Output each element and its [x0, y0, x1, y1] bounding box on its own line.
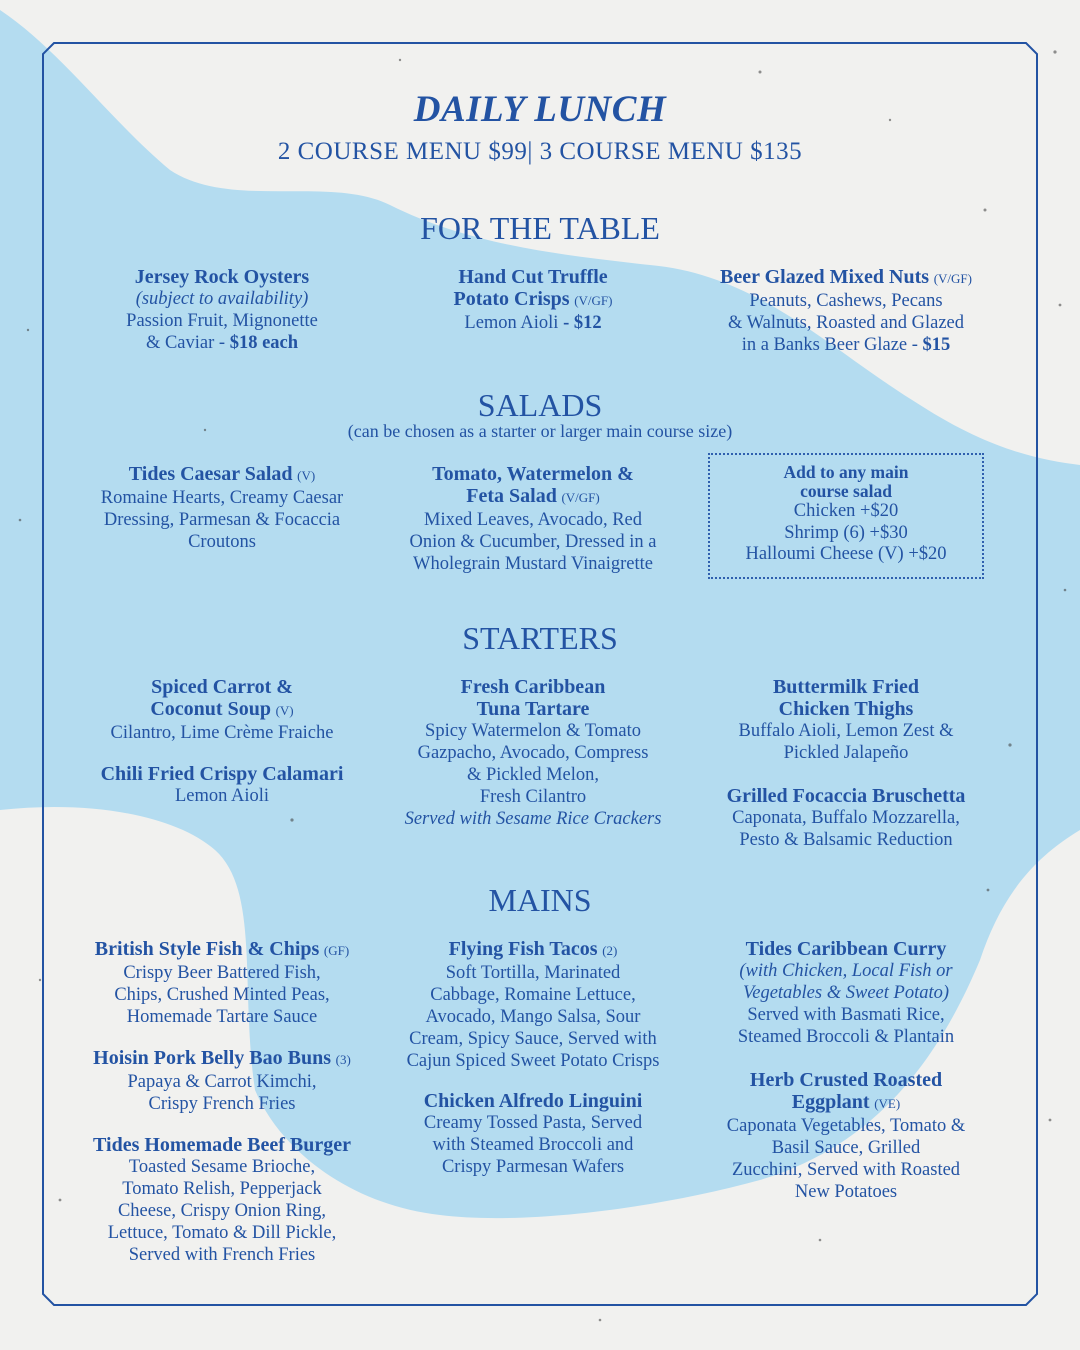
item-desc: Served with Basmati Rice, — [747, 1005, 945, 1025]
item-name: Hoisin Pork Belly Bao Buns — [93, 1047, 332, 1069]
item-desc: Chips, Crushed Minted Peas, — [114, 985, 330, 1005]
item-desc: Onion & Cucumber, Dressed in a — [409, 532, 657, 552]
addon-option: Chicken +$20 — [793, 501, 899, 521]
item-name: Eggplant — [791, 1091, 870, 1113]
item-desc: Crispy Beer Battered Fish, — [123, 963, 321, 983]
addon-heading: course salad — [800, 481, 892, 501]
menu-item-fish-tacos — [373, 938, 693, 1072]
item-name: British Style Fish & Chips — [94, 938, 320, 960]
item-name: Coconut Soup — [150, 698, 271, 720]
menu-item-jersey-rock-oysters — [62, 266, 382, 354]
item-desc: Dressing, Parmesan & Focaccia — [103, 510, 341, 530]
item-desc: Steamed Broccoli & Plantain — [737, 1027, 955, 1047]
item-name: Chicken Alfredo Linguini — [423, 1090, 643, 1112]
dietary-tag: (V/GF) — [933, 271, 972, 286]
item-desc: Gazpacho, Avocado, Compress — [417, 743, 649, 763]
item-desc: Caponata, Buffalo Mozzarella, — [732, 808, 960, 828]
item-desc: & Walnuts, Roasted and Glazed — [727, 313, 965, 333]
menu-item-crispy-calamari — [62, 763, 382, 807]
item-name: Potato Crisps — [453, 288, 570, 310]
dietary-tag: (GF) — [323, 943, 350, 958]
item-count-tag: (2) — [602, 943, 618, 958]
item-name: Chili Fried Crispy Calamari — [100, 763, 344, 785]
item-desc: Lemon Aioli — [464, 313, 559, 333]
item-name: Buttermilk Fried — [772, 676, 920, 698]
item-sep: - — [558, 313, 574, 333]
item-name: Chicken Thighs — [778, 698, 914, 720]
dietary-tag: (V/GF) — [574, 293, 613, 308]
item-desc: Caponata Vegetables, Tomato & — [726, 1116, 966, 1136]
item-price: $18 each — [229, 333, 299, 353]
item-name: Herb Crusted Roasted — [749, 1069, 943, 1091]
item-desc: Pesto & Balsamic Reduction — [739, 830, 953, 850]
section-title-starters: STARTERS — [462, 620, 618, 656]
menu-item-fried-chicken-thighs — [686, 676, 1006, 764]
menu-item-fish-and-chips — [62, 938, 382, 1028]
menu-item-tuna-tartare — [373, 676, 693, 830]
item-desc: Spicy Watermelon & Tomato — [425, 721, 641, 741]
item-desc: Passion Fruit, Mignonette — [126, 311, 318, 331]
item-desc: Buffalo Aioli, Lemon Zest & — [738, 721, 954, 741]
item-desc: Crispy French Fries — [148, 1094, 296, 1114]
item-desc: Basil Sauce, Grilled — [771, 1138, 921, 1158]
item-desc: Soft Tortilla, Marinated — [445, 963, 621, 983]
item-note: (with Chicken, Local Fish or — [739, 961, 953, 981]
item-name: Tuna Tartare — [476, 698, 590, 720]
menu-item-bao-buns — [62, 1047, 382, 1115]
item-desc: & Caviar - — [145, 333, 230, 353]
item-name: Jersey Rock Oysters — [134, 266, 310, 288]
item-desc: Croutons — [188, 532, 256, 552]
item-desc: Zucchini, Served with Roasted — [731, 1160, 961, 1180]
menu-item-truffle-potato-crisps — [373, 266, 693, 334]
item-name: Beer Glazed Mixed Nuts — [720, 266, 930, 288]
item-desc: with Steamed Broccoli and — [432, 1135, 634, 1155]
item-desc: Cilantro, Lime Crème Fraiche — [110, 723, 334, 743]
dietary-tag: (V/GF) — [561, 490, 600, 505]
section-note-salads: (can be chosen as a starter or larger main course size) — [347, 421, 733, 441]
menu-item-caesar-salad — [62, 463, 382, 553]
menu-pricing: 2 COURSE MENU $99| 3 COURSE MENU $135 — [277, 138, 803, 165]
dietary-tag: (V) — [275, 703, 294, 718]
item-desc: Romaine Hearts, Creamy Caesar — [100, 488, 344, 508]
item-desc: Peanuts, Cashews, Pecans — [749, 291, 943, 311]
item-desc: Creamy Tossed Pasta, Served — [423, 1113, 643, 1133]
item-desc: Lettuce, Tomato & Dill Pickle, — [107, 1223, 337, 1243]
item-count-tag: (3) — [335, 1052, 351, 1067]
item-desc: Toasted Sesame Brioche, — [128, 1157, 316, 1177]
addon-option: Shrimp (6) +$30 — [784, 522, 908, 543]
item-name: Tomato, Watermelon & — [432, 463, 634, 485]
item-desc: Served with French Fries — [128, 1245, 316, 1265]
menu-item-carrot-coconut-soup — [62, 676, 382, 744]
item-desc: Cabbage, Romaine Lettuce, — [430, 985, 636, 1005]
item-desc: Avocado, Mango Salsa, Sour — [425, 1007, 641, 1027]
addon-option: Halloumi Cheese (V) +$20 — [745, 544, 947, 564]
item-desc: Pickled Jalapeño — [783, 743, 909, 763]
menu-item-chicken-alfredo — [373, 1090, 693, 1178]
page-title: DAILY LUNCH — [413, 89, 667, 130]
dietary-tag: (VE) — [874, 1096, 901, 1111]
item-note: Vegetables & Sweet Potato) — [742, 983, 950, 1003]
item-name: Fresh Caribbean — [460, 676, 606, 698]
item-desc: Fresh Cilantro — [479, 787, 587, 807]
item-desc: Lemon Aioli — [174, 786, 270, 806]
item-name: Spiced Carrot & — [151, 676, 293, 698]
item-desc: Tomato Relish, Pepperjack — [122, 1179, 322, 1199]
item-note: (subject to availability) — [135, 289, 309, 309]
item-desc: in a Banks Beer Glaze - — [741, 335, 923, 355]
item-price: $12 — [573, 313, 602, 333]
item-desc: Wholegrain Mustard Vinaigrette — [412, 554, 653, 574]
item-name: Grilled Focaccia Bruschetta — [726, 785, 966, 807]
item-desc: Mixed Leaves, Avocado, Red — [424, 510, 642, 530]
menu-item-watermelon-feta-salad — [373, 463, 693, 575]
section-title-mains: MAINS — [488, 882, 592, 918]
menu-item-beef-burger — [62, 1134, 382, 1266]
item-desc: Cheese, Crispy Onion Ring, — [117, 1201, 327, 1221]
item-desc: Cream, Spicy Sauce, Served with — [409, 1029, 657, 1049]
salad-addon-box — [708, 453, 984, 579]
item-desc: Cajun Spiced Sweet Potato Crisps — [406, 1051, 660, 1071]
item-desc: New Potatoes — [794, 1182, 898, 1202]
item-desc: Served with Sesame Rice Crackers — [404, 809, 662, 829]
item-price: $15 — [922, 335, 951, 355]
menu-item-beer-glazed-nuts — [686, 266, 1006, 356]
item-name: Tides Caesar Salad — [128, 463, 293, 485]
item-desc: Crispy Parmesan Wafers — [441, 1157, 625, 1177]
item-desc: Homemade Tartare Sauce — [126, 1007, 318, 1027]
dietary-tag: (V) — [297, 468, 316, 483]
item-name: Tides Caribbean Curry — [745, 938, 947, 960]
item-desc-price-line — [62, 332, 382, 354]
item-name: Feta Salad — [466, 485, 557, 507]
item-desc: Papaya & Carrot Kimchi, — [127, 1072, 317, 1092]
item-name: Flying Fish Tacos — [448, 938, 598, 960]
section-title-for-the-table: FOR THE TABLE — [420, 210, 660, 246]
addon-heading: Add to any main — [783, 462, 909, 482]
item-desc: & Pickled Melon, — [466, 765, 600, 785]
menu-item-roasted-eggplant — [686, 1069, 1006, 1203]
menu-item-focaccia-bruschetta — [686, 785, 1006, 851]
section-title-salads: SALADS — [477, 387, 603, 423]
item-name: Tides Homemade Beef Burger — [93, 1134, 351, 1156]
item-name: Hand Cut Truffle — [458, 266, 608, 288]
menu-item-caribbean-curry — [686, 938, 1006, 1048]
